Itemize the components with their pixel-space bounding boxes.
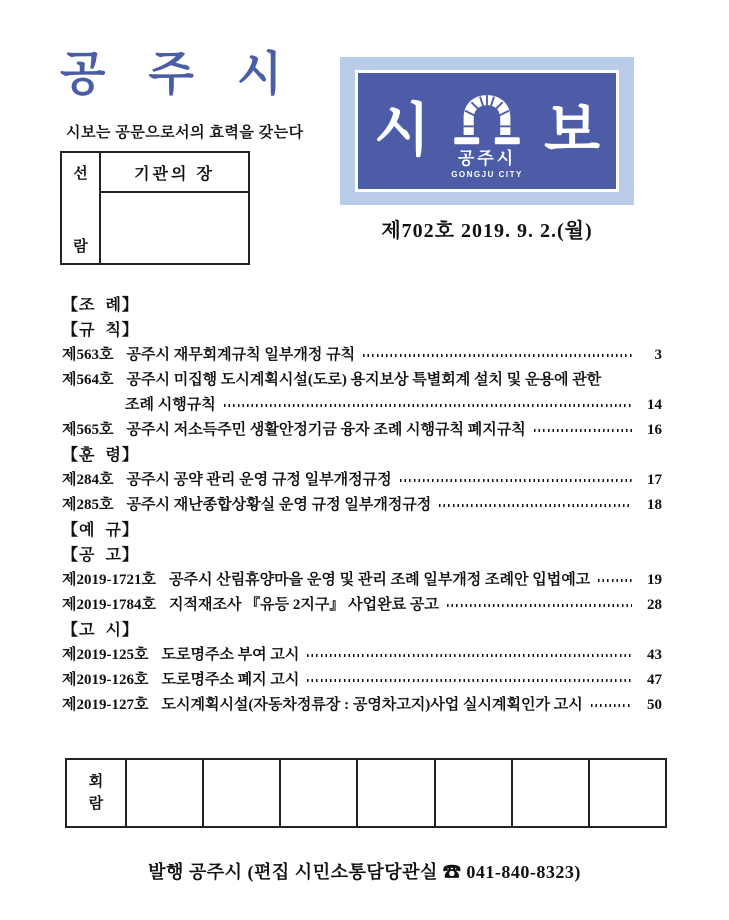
toc-entry-number: 제2019-1784호 xyxy=(62,597,156,613)
toc-section-heading: 【규 칙】 xyxy=(62,322,139,339)
toc-entry-title: 도로명주소 부여 고시 xyxy=(161,647,300,663)
masthead-subtitle: 시보는 공문으로서의 효력을 갖는다 xyxy=(66,125,304,141)
publisher-footer: 발행 공주시 (편집 시민소통담당관실 ☎ 041-840-8323) xyxy=(148,862,581,882)
circulation-table xyxy=(65,758,667,828)
approval-main-column xyxy=(101,153,248,263)
toc-entry-title: 지적재조사 『유등 2지구』 사업완료 공고 xyxy=(168,597,439,613)
toc-entry-number: 제2019-1721호 xyxy=(62,572,156,588)
toc-entry xyxy=(62,668,662,693)
toc-entry-title: 공주시 산림휴양마을 운영 및 관리 조례 일부개정 조례안 입법예고 xyxy=(168,572,591,588)
approval-side-bottom-char: 람 xyxy=(73,239,88,255)
circulation-label-bottom-char: 람 xyxy=(88,796,104,812)
toc-entry-continuation xyxy=(62,393,662,418)
dotted-leader xyxy=(598,579,632,582)
dotted-leader xyxy=(307,654,632,657)
dotted-leader xyxy=(400,479,632,482)
toc-section-heading: 【훈 령】 xyxy=(62,447,139,464)
toc-entry xyxy=(62,418,662,443)
toc-entry-number: 제563호 xyxy=(62,347,114,363)
page-title: 공 주 시 xyxy=(60,47,285,100)
toc-section-heading: 【조 례】 xyxy=(62,297,139,314)
toc-entry-page: 43 xyxy=(647,647,662,663)
toc-entry xyxy=(62,593,662,618)
toc-entry-number: 제2019-126호 xyxy=(62,672,149,688)
gazette-logo-inner xyxy=(355,70,619,192)
toc-entry xyxy=(62,368,662,393)
toc-entry-page: 28 xyxy=(647,597,662,613)
logo-char-bo: 보 xyxy=(543,98,600,163)
circulation-empty-cell xyxy=(281,760,358,826)
issue-number-date: 제702호 2019. 9. 2.(월) xyxy=(381,220,593,242)
logo-char-si: 시 xyxy=(374,98,431,163)
logo-city-name-en: GONGJU CITY xyxy=(451,169,523,179)
approval-side-top-char: 선 xyxy=(73,166,88,182)
dotted-leader xyxy=(363,354,632,357)
toc-entry xyxy=(62,568,662,593)
toc-entry-number: 제2019-125호 xyxy=(62,647,149,663)
toc-entry-title: 공주시 재무회계규칙 일부개정 규칙 xyxy=(126,347,356,363)
toc-entry-number: 제284호 xyxy=(62,472,114,488)
gazette-logo xyxy=(340,57,634,205)
toc-entry-page: 3 xyxy=(654,347,662,363)
toc-section-heading: 【예 규】 xyxy=(62,522,139,539)
approval-table xyxy=(60,151,250,265)
toc-entry-number: 제565호 xyxy=(62,422,114,438)
toc-entry-title: 공주시 재난종합상황실 운영 규정 일부개정규정 xyxy=(126,497,432,513)
approval-signature-cell xyxy=(101,193,248,263)
toc-entry xyxy=(62,493,662,518)
circulation-empty-cell xyxy=(127,760,204,826)
approval-header-cell: 기관의 장 xyxy=(101,153,248,193)
dotted-leader xyxy=(439,504,632,507)
table-of-contents xyxy=(62,293,662,718)
dotted-leader xyxy=(447,604,632,607)
toc-entry-number: 제285호 xyxy=(62,497,114,513)
circulation-empty-cell xyxy=(436,760,513,826)
dotted-leader xyxy=(534,429,632,432)
fortress-gate-icon xyxy=(448,85,526,149)
circulation-empty-cell xyxy=(590,760,665,826)
toc-entry-number: 제564호 xyxy=(62,372,114,388)
circulation-empty-cell xyxy=(358,760,435,826)
circulation-label-top-char: 회 xyxy=(88,773,104,790)
toc-entry xyxy=(62,343,662,368)
toc-entry-page: 50 xyxy=(647,697,662,713)
toc-entry xyxy=(62,693,662,718)
toc-entry-number: 제2019-127호 xyxy=(62,697,149,713)
dotted-leader xyxy=(224,404,632,407)
logo-city-name: 공주시 xyxy=(457,149,517,169)
dotted-leader xyxy=(591,704,632,707)
toc-entry-page: 47 xyxy=(647,672,662,688)
circulation-label-cell xyxy=(67,760,127,826)
toc-entry-page: 17 xyxy=(647,472,662,488)
circulation-empty-cell xyxy=(204,760,281,826)
toc-entry-page: 16 xyxy=(647,422,662,438)
logo-center-emblem xyxy=(448,85,526,179)
toc-entry-page: 19 xyxy=(647,572,662,588)
toc-entry-title: 공주시 미집행 도시계획시설(도로) 용지보상 특별회계 설치 및 운용에 관한 xyxy=(126,372,602,388)
toc-entry-title: 공주시 저소득주민 생활안정기금 융자 조례 시행규칙 폐지규칙 xyxy=(126,422,526,438)
toc-entry-page: 18 xyxy=(647,497,662,513)
dotted-leader xyxy=(307,679,632,682)
circulation-empty-cell xyxy=(513,760,590,826)
toc-section-heading: 【고 시】 xyxy=(62,622,139,639)
toc-entry-title: 도시계획시설(자동차정류장 : 공영차고지)사업 실시계획인가 고시 xyxy=(161,697,583,713)
approval-side-label xyxy=(62,153,101,263)
toc-entry xyxy=(62,468,662,493)
toc-section-heading: 【공 고】 xyxy=(62,547,139,564)
toc-entry xyxy=(62,643,662,668)
toc-entry-title: 도로명주소 폐지 고시 xyxy=(161,672,300,688)
toc-entry-title: 공주시 공약 관리 운영 규정 일부개정규정 xyxy=(126,472,392,488)
toc-entry-page: 14 xyxy=(647,397,662,413)
toc-entry-title-continued: 조례 시행규칙 xyxy=(125,397,216,413)
